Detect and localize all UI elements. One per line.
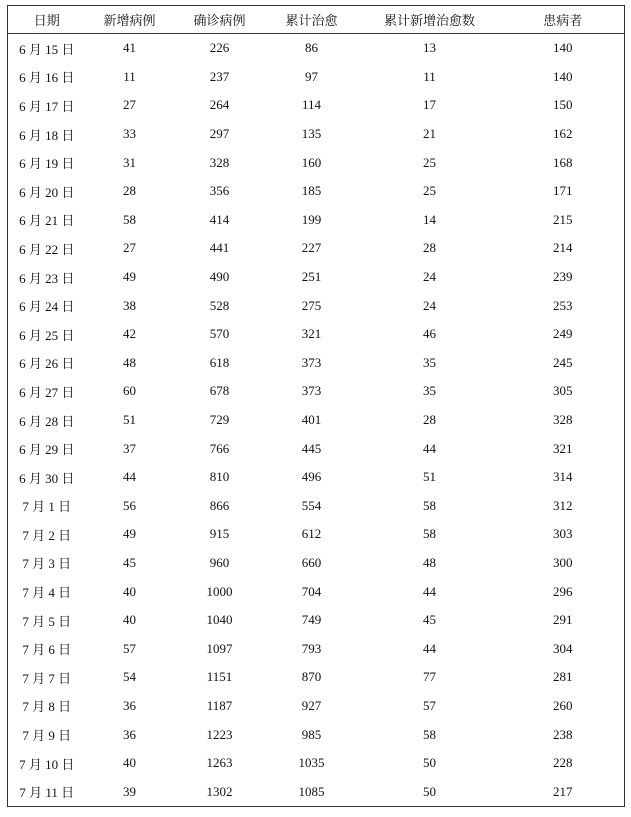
cell-active-patients: 238 — [553, 726, 573, 742]
cell-new-cases: 33 — [123, 126, 136, 142]
cell-date: 6 月 19 日 — [19, 156, 75, 172]
cell-confirmed-cases: 237 — [209, 68, 230, 84]
cell-cumulative-cured: 612 — [301, 526, 322, 542]
cell-confirmed-cases: 678 — [209, 383, 230, 399]
table-body — [8, 34, 625, 807]
cell-cumulative-cured: 660 — [301, 554, 322, 570]
cell-new-cases: 38 — [123, 297, 136, 313]
cell-new-cases: 36 — [123, 726, 136, 742]
cell-cumulative-cured: 496 — [301, 469, 322, 485]
cell-new-cases: 42 — [123, 326, 136, 342]
cell-confirmed-cases: 264 — [209, 97, 230, 113]
cell-cumulative-cured: 321 — [301, 326, 322, 342]
cell-active-patients: 140 — [553, 40, 573, 56]
header-date: 日期 — [8, 6, 86, 34]
cell-cumulative-cured: 401 — [301, 412, 322, 428]
cell-confirmed-cases: 1263 — [206, 755, 233, 771]
cell-new-cases: 45 — [123, 554, 136, 570]
table-row — [8, 377, 625, 406]
cell-confirmed-cases: 297 — [209, 126, 230, 142]
cell-date: 6 月 29 日 — [19, 442, 75, 458]
cell-new-cases: 40 — [123, 583, 136, 599]
cell-new-cases: 31 — [123, 154, 136, 170]
cell-cumulative-cured: 793 — [301, 640, 322, 656]
cell-new-cured: 58 — [423, 526, 436, 542]
cell-new-cured: 44 — [423, 440, 436, 456]
table-row — [8, 606, 625, 635]
table-row — [8, 177, 625, 206]
cell-confirmed-cases: 414 — [209, 211, 230, 227]
cell-date: 7 月 1 日 — [22, 499, 72, 515]
table-row — [8, 234, 625, 263]
cell-new-cured: 35 — [423, 383, 436, 399]
table-row — [8, 692, 625, 721]
cell-new-cases: 37 — [123, 440, 136, 456]
table-row — [8, 434, 625, 463]
cell-active-patients: 168 — [553, 154, 573, 170]
table-row — [8, 520, 625, 549]
cell-date: 6 月 16 日 — [19, 70, 75, 86]
cell-cumulative-cured: 870 — [301, 669, 322, 685]
cell-confirmed-cases: 226 — [209, 40, 230, 56]
cell-new-cases: 11 — [123, 68, 136, 84]
table-row — [8, 263, 625, 292]
header-new-cases: 新增病例 — [86, 6, 174, 34]
cell-active-patients: 171 — [553, 183, 573, 199]
cell-new-cured: 44 — [423, 640, 436, 656]
header-active-patients: 患病者 — [502, 6, 625, 34]
header-new-cured: 累计新增治愈数 — [358, 6, 502, 34]
cell-date: 6 月 30 日 — [19, 470, 75, 486]
cell-new-cases: 39 — [123, 783, 136, 799]
cell-cumulative-cured: 1085 — [298, 783, 325, 799]
cell-new-cured: 11 — [423, 68, 436, 84]
cell-cumulative-cured: 373 — [301, 354, 322, 370]
cell-date: 7 月 9 日 — [22, 728, 72, 744]
cell-new-cured: 58 — [423, 497, 436, 513]
cell-cumulative-cured: 114 — [301, 97, 322, 113]
cell-confirmed-cases: 1151 — [206, 669, 233, 685]
cell-cumulative-cured: 554 — [301, 497, 322, 513]
cell-date: 7 月 3 日 — [22, 556, 72, 572]
cell-new-cases: 44 — [123, 469, 136, 485]
cell-new-cured: 44 — [423, 583, 436, 599]
cell-confirmed-cases: 570 — [209, 326, 230, 342]
table-row — [8, 320, 625, 349]
cell-active-patients: 314 — [553, 469, 573, 485]
cell-confirmed-cases: 1040 — [206, 612, 233, 628]
cell-date: 7 月 5 日 — [22, 613, 72, 629]
cell-active-patients: 260 — [553, 697, 573, 713]
cell-new-cases: 51 — [123, 412, 136, 428]
cell-date: 6 月 21 日 — [19, 213, 75, 229]
cell-new-cases: 56 — [123, 497, 136, 513]
cell-new-cured: 46 — [423, 326, 436, 342]
cell-confirmed-cases: 1302 — [206, 783, 233, 799]
table-row — [8, 663, 625, 692]
cell-confirmed-cases: 441 — [209, 240, 230, 256]
cell-confirmed-cases: 528 — [209, 297, 230, 313]
data-table — [7, 5, 625, 807]
cell-active-patients: 140 — [553, 68, 573, 84]
cell-cumulative-cured: 985 — [301, 726, 322, 742]
cell-confirmed-cases: 1097 — [206, 640, 233, 656]
table-row — [8, 349, 625, 378]
table-row — [8, 291, 625, 320]
cell-date: 7 月 8 日 — [22, 699, 72, 715]
cell-active-patients: 305 — [553, 383, 573, 399]
cell-new-cured: 14 — [423, 211, 436, 227]
cell-date: 6 月 25 日 — [19, 327, 75, 343]
cell-new-cured: 58 — [423, 726, 436, 742]
cell-confirmed-cases: 328 — [209, 154, 230, 170]
cell-active-patients: 312 — [553, 497, 573, 513]
cell-confirmed-cases: 915 — [209, 526, 230, 542]
cell-cumulative-cured: 227 — [301, 240, 322, 256]
table-row — [8, 91, 625, 120]
cell-new-cases: 57 — [123, 640, 136, 656]
cell-date: 6 月 22 日 — [19, 241, 75, 257]
cell-confirmed-cases: 1187 — [206, 697, 233, 713]
cell-cumulative-cured: 86 — [305, 40, 318, 56]
cell-active-patients: 239 — [553, 269, 573, 285]
cell-confirmed-cases: 356 — [209, 183, 230, 199]
cell-active-patients: 215 — [553, 211, 573, 227]
cell-active-patients: 291 — [553, 612, 573, 628]
cell-confirmed-cases: 810 — [209, 469, 230, 485]
table-row — [8, 406, 625, 435]
cell-date: 7 月 4 日 — [22, 585, 72, 601]
cell-new-cured: 51 — [423, 469, 436, 485]
cell-date: 7 月 2 日 — [22, 527, 72, 543]
cell-new-cured: 77 — [423, 669, 436, 685]
cell-cumulative-cured: 97 — [305, 68, 318, 84]
table-row — [8, 749, 625, 778]
cell-cumulative-cured: 445 — [301, 440, 322, 456]
cell-new-cured: 50 — [423, 755, 436, 771]
cell-new-cases: 41 — [123, 40, 136, 56]
cell-date: 7 月 10 日 — [19, 756, 75, 772]
cell-new-cured: 50 — [423, 783, 436, 799]
cell-new-cases: 36 — [123, 697, 136, 713]
cell-new-cases: 60 — [123, 383, 136, 399]
cell-confirmed-cases: 766 — [209, 440, 230, 456]
cell-new-cured: 13 — [423, 40, 436, 56]
table-row — [8, 120, 625, 149]
table-row — [8, 206, 625, 235]
cell-cumulative-cured: 1035 — [298, 755, 325, 771]
cell-new-cured: 28 — [423, 412, 436, 428]
cell-active-patients: 245 — [553, 354, 573, 370]
cell-date: 6 月 27 日 — [19, 384, 75, 400]
table-row — [8, 34, 625, 63]
header-cumulative-cured: 累计治愈 — [266, 6, 358, 34]
table-row — [8, 492, 625, 521]
cell-confirmed-cases: 490 — [209, 269, 230, 285]
cell-new-cured: 24 — [423, 297, 436, 313]
cell-active-patients: 214 — [553, 240, 573, 256]
cell-confirmed-cases: 729 — [209, 412, 230, 428]
cell-date: 6 月 17 日 — [19, 98, 75, 114]
cell-confirmed-cases: 960 — [209, 554, 230, 570]
cell-new-cases: 40 — [123, 612, 136, 628]
table-row — [8, 463, 625, 492]
cell-confirmed-cases: 1223 — [206, 726, 233, 742]
table-row — [8, 63, 625, 92]
cell-date: 6 月 20 日 — [19, 184, 75, 200]
cell-new-cases: 27 — [123, 97, 136, 113]
cell-cumulative-cured: 251 — [301, 269, 322, 285]
header-confirmed-cases: 确诊病例 — [174, 6, 266, 34]
cell-new-cured: 17 — [423, 97, 436, 113]
table-row — [8, 148, 625, 177]
cell-date: 6 月 24 日 — [19, 299, 75, 315]
cell-new-cured: 25 — [423, 183, 436, 199]
cell-active-patients: 296 — [553, 583, 573, 599]
cell-cumulative-cured: 199 — [301, 211, 322, 227]
cell-active-patients: 162 — [553, 126, 573, 142]
table-row — [8, 634, 625, 663]
table-header-row — [8, 6, 625, 34]
cell-new-cured: 48 — [423, 554, 436, 570]
cell-new-cases: 54 — [123, 669, 136, 685]
cell-active-patients: 303 — [553, 526, 573, 542]
cell-date: 7 月 6 日 — [22, 642, 72, 658]
cell-new-cured: 24 — [423, 269, 436, 285]
cell-new-cases: 40 — [123, 755, 136, 771]
cell-new-cases: 49 — [123, 269, 136, 285]
cell-cumulative-cured: 749 — [301, 612, 322, 628]
cell-date: 6 月 26 日 — [19, 356, 75, 372]
cell-confirmed-cases: 618 — [209, 354, 230, 370]
cell-new-cases: 58 — [123, 211, 136, 227]
cell-confirmed-cases: 866 — [209, 497, 230, 513]
cell-date: 6 月 18 日 — [19, 127, 75, 143]
cell-active-patients: 304 — [553, 640, 573, 656]
cell-new-cases: 28 — [123, 183, 136, 199]
cell-cumulative-cured: 185 — [301, 183, 322, 199]
cell-cumulative-cured: 704 — [301, 583, 322, 599]
cell-active-patients: 150 — [553, 97, 573, 113]
cell-date: 7 月 7 日 — [22, 670, 72, 686]
cell-active-patients: 217 — [553, 783, 573, 799]
table-row — [8, 549, 625, 578]
table-row — [8, 777, 625, 806]
table-row — [8, 577, 625, 606]
cell-cumulative-cured: 373 — [301, 383, 322, 399]
cell-cumulative-cured: 160 — [301, 154, 322, 170]
cell-active-patients: 328 — [553, 412, 573, 428]
cell-date: 6 月 23 日 — [19, 270, 75, 286]
table-row — [8, 720, 625, 749]
cell-cumulative-cured: 927 — [301, 697, 322, 713]
cell-active-patients: 228 — [553, 755, 573, 771]
cell-new-cases: 27 — [123, 240, 136, 256]
cell-active-patients: 249 — [553, 326, 573, 342]
cell-new-cured: 25 — [423, 154, 436, 170]
cell-active-patients: 300 — [553, 554, 573, 570]
cell-date: 7 月 11 日 — [19, 785, 75, 801]
cell-new-cured: 45 — [423, 612, 436, 628]
cell-date: 6 月 28 日 — [19, 413, 75, 429]
cell-new-cases: 49 — [123, 526, 136, 542]
cell-new-cured: 57 — [423, 697, 436, 713]
cell-new-cured: 35 — [423, 354, 436, 370]
data-table-container — [7, 5, 624, 807]
cell-new-cases: 48 — [123, 354, 136, 370]
cell-confirmed-cases: 1000 — [206, 583, 233, 599]
cell-new-cured: 28 — [423, 240, 436, 256]
cell-active-patients: 321 — [553, 440, 573, 456]
cell-active-patients: 253 — [553, 297, 573, 313]
cell-cumulative-cured: 135 — [301, 126, 322, 142]
cell-cumulative-cured: 275 — [301, 297, 322, 313]
cell-new-cured: 21 — [423, 126, 436, 142]
cell-date: 6 月 15 日 — [19, 41, 75, 57]
cell-active-patients: 281 — [553, 669, 573, 685]
